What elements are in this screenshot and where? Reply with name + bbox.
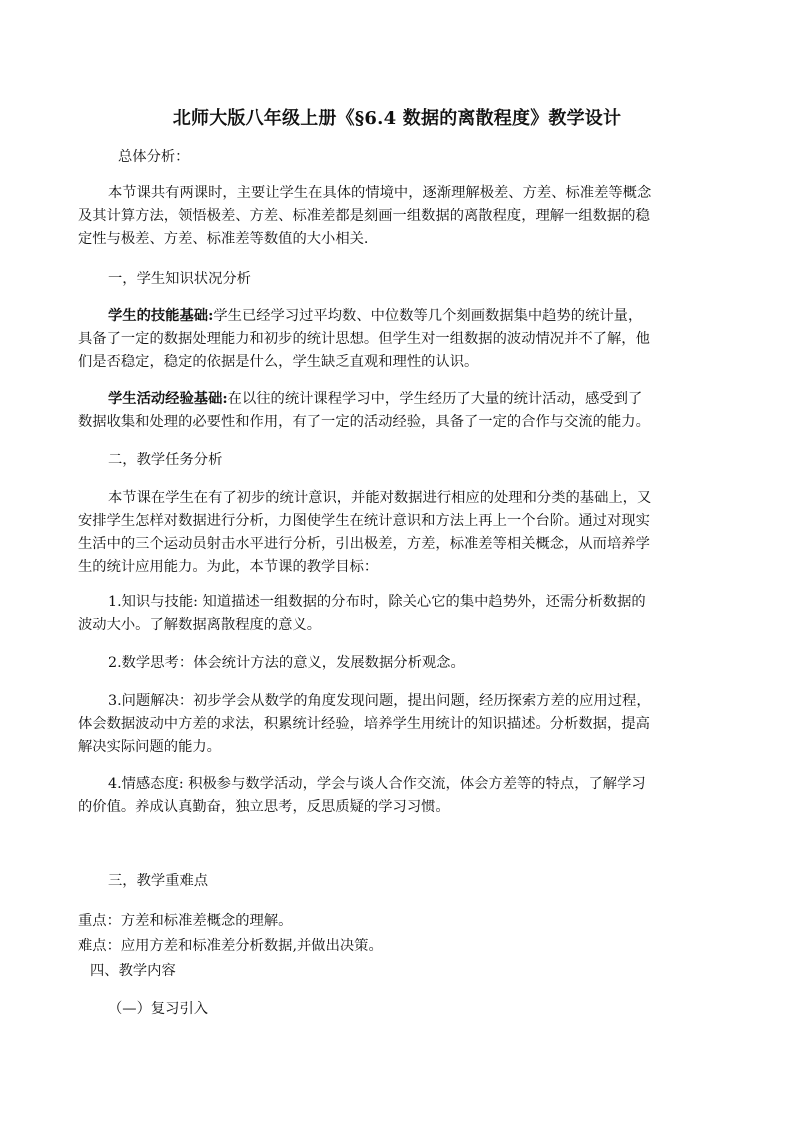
skills-line-1-text: 学生已经学习过平均数、中位数等几个刻画数据集中趋势的统计量， [213,308,643,324]
skills-line-1 [78,305,758,328]
task-line-1: 本节课在学生在有了初步的统计意识，并能对数据进行相应的处理和分类的基础上，又 [108,490,652,506]
task-line-3: 生活中的三个运动员射击水平进行分析，引出极差，方差，标准差等相关概念，从而培养学 [78,536,650,552]
experience-line-1-text: 在以往的统计课程学习中，学生经历了大量的统计活动，感受到了 [227,391,643,407]
skills-label: 学生的技能基础: [108,308,214,324]
task-line-4: 生的统计应用能力。为此，本节课的教学目标： [78,559,379,575]
goal4-line-1: 4.情感态度: 积极参与数学活动，学会与谈人合作交流，体会方差等的特点，了解学习 [108,776,646,792]
section4-subheading: （—）复习引入 [108,1001,209,1017]
goal3-line-1: 3.问题解决：初步学会从数学的角度发现问题，提出问题，经历探索方差的应用过程， [108,693,651,709]
goal1-line-2: 波动大小。了解数据离散程度的意义。 [78,617,322,633]
goal4-line-2: 的价值。养成认真勤奋，独立思考，反思质疑的学习习惯。 [78,799,450,815]
section3-heading: 三，教学重难点 [108,873,209,889]
goal2-line-1: 2.数学思考：体会统计方法的意义，发展数据分析观念。 [108,655,465,671]
goal1-line-1: 1.知识与技能: 知道描述一组数据的分布时，除关心它的集中趋势外，还需分析数据的 [108,594,646,610]
experience-line-1 [78,388,758,411]
task-line-2: 安排学生怎样对数据进行分析，力图使学生在统计意识和方法上再上一个台阶。通过对现实 [78,513,650,529]
intro-line-1: 本节课共有两课时，主要让学生在具体的情境中，逐渐理解极差、方差、标准差等概念 [108,185,652,201]
skills-line-3: 们是否稳定，稳定的依据是什么，学生缺乏直观和理性的认识。 [78,354,479,370]
goal3-line-2: 体会数据波动中方差的求法，积累统计经验，培养学生用统计的知识描述。分析数据，提高 [78,716,650,732]
goal3-line-3: 解决实际问题的能力。 [78,739,221,755]
document-title: 北师大版八年级上册《§6.4 数据的离散程度》教学设计 [172,108,622,129]
experience-line-2: 数据收集和处理的必要性和作用，有了一定的活动经验，具备了一定的合作与交流的能力。 [78,414,650,430]
experience-label: 学生活动经验基础: [108,391,228,407]
difficult-point: 难点：应用方差和标准差分析数据,并做出决策。 [78,938,383,954]
section1-heading: 一，学生知识状况分析 [108,271,251,287]
skills-line-2: 具备了一定的数据处理能力和初步的统计思想。但学生对一组数据的波动情况并不了解，他 [78,331,650,347]
intro-line-2: 及其计算方法，领悟极差、方差、标准差都是刻画一组数据的离散程度，理解一组数据的稳 [78,208,650,224]
section4-heading: 四、教学内容 [90,963,176,979]
intro-line-3: 定性与极差、方差、标准差等数值的大小相关. [78,231,369,247]
overview-heading: 总体分析： [118,149,190,165]
key-point: 重点：方差和标准差概念的理解。 [78,913,293,929]
section2-heading: 二，教学任务分析 [108,452,223,468]
